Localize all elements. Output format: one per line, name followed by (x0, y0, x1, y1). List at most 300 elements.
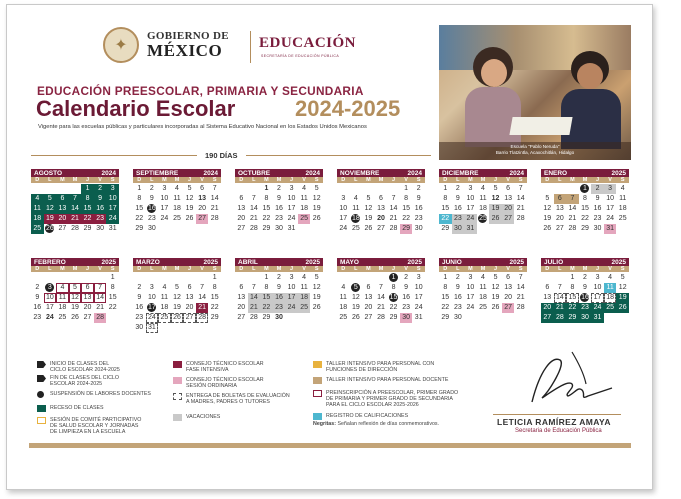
header-divider (250, 31, 251, 63)
day-cell: 15 (581, 205, 589, 212)
month-noviembre (337, 169, 425, 234)
day-cell: 11 (31, 204, 44, 214)
day-cell: 8 (583, 195, 587, 202)
day-cell: 14 (69, 204, 82, 214)
day-cell: 23 (33, 314, 42, 321)
empty-day (375, 184, 388, 194)
day-cell: 8 (212, 284, 217, 291)
day-cell: 22 (81, 214, 94, 224)
weekday-initial: V (98, 266, 102, 272)
day-cell: 6 (554, 194, 567, 204)
month-name: OCTUBRE (238, 169, 271, 177)
weekday-initial: S (314, 177, 319, 183)
empty-day (554, 184, 567, 194)
day-cell: 18 (160, 304, 169, 311)
day-cell: 21 (389, 215, 398, 222)
month-year: 2025 (203, 258, 218, 266)
day-cell: 25 (173, 215, 181, 222)
day-cell: 5 (44, 194, 57, 204)
days-grid (31, 273, 119, 323)
day-cell: 2 (591, 184, 604, 194)
day-cell: 5 (493, 185, 498, 192)
weekday-initial: J (596, 266, 600, 272)
day-cell: 5 (493, 274, 498, 281)
day-cell: 10 (593, 284, 602, 291)
month-febrero (31, 258, 119, 323)
weekday-initial: J (86, 177, 90, 183)
gobierno-line2: MÉXICO (147, 41, 223, 60)
weekday-initial: S (518, 266, 523, 272)
month-name: FEBRERO (34, 258, 66, 266)
legend-item (173, 361, 264, 373)
empty-day (146, 273, 159, 283)
day-cell: 27 (541, 313, 554, 323)
day-cell: 9 (277, 195, 281, 202)
day-cell: 26 (71, 314, 79, 321)
day-cell: 3 (106, 184, 119, 194)
negritas-note (313, 421, 439, 427)
day-cell: 20 (504, 294, 513, 301)
day-cell: 3 (289, 274, 294, 281)
day-cell: 9 (277, 284, 281, 291)
day-cell: 23 (452, 214, 465, 224)
day-cell: 15 (389, 294, 398, 301)
day-cell: 4 (481, 185, 485, 192)
day-cell: 7 (200, 284, 205, 291)
day-cell: 17 (414, 294, 423, 301)
day-cell: 25 (351, 225, 360, 232)
empty-day (69, 273, 82, 283)
weekday-initial: M (276, 177, 282, 183)
empty-day (375, 273, 388, 283)
educacion-logo-subtext: SECRETARÍA DE EDUCACIÓN PÚBLICA (261, 54, 340, 58)
day-cell: 30 (147, 225, 156, 232)
day-cell: 23 (135, 314, 144, 321)
day-cell: 16 (94, 204, 107, 214)
day-cell: 18 (300, 205, 309, 212)
legend-label: REGISTRO DE CALIFICACIONES (326, 413, 409, 419)
weekday-initial: D (35, 177, 40, 183)
day-cell: 28 (377, 314, 385, 321)
day-cell: 7 (379, 284, 383, 291)
weekday-initial: J (188, 266, 192, 272)
day-cell: 3 (595, 274, 600, 281)
weekday-initial: M (264, 266, 269, 272)
legend-label: TALLER INTENSIVO PARA PERSONAL CON FUNCIONES DE DIRECCIÓN (326, 361, 435, 374)
empty-day (566, 184, 579, 194)
weekday-initial: J (392, 177, 396, 183)
day-cell: 16 (581, 294, 589, 301)
day-cell: 23 (94, 214, 107, 224)
day-cell: 16 (453, 205, 462, 212)
day-cell: 1 (579, 184, 592, 194)
day-cell: 19 (71, 304, 79, 311)
legend-item (173, 414, 220, 421)
days-grid (133, 273, 221, 333)
empty-day (337, 273, 350, 283)
weekday-initial: M (264, 177, 269, 183)
day-cell: 8 (110, 284, 115, 291)
day-cell: 24 (106, 214, 119, 224)
day-cell: 12 (185, 195, 194, 202)
day-cell: 3 (416, 274, 421, 281)
day-cell: 8 (137, 195, 142, 202)
day-cell: 23 (402, 304, 411, 311)
weekday-header (439, 266, 527, 272)
day-cell: 24 (287, 215, 296, 222)
day-cell: 14 (249, 205, 258, 212)
day-cell: 28 (71, 225, 79, 232)
day-cell: 19 (173, 304, 181, 311)
month-year: 2025 (305, 258, 320, 266)
day-cell: 16 (453, 294, 462, 301)
weekday-initial: J (494, 177, 498, 183)
weekday-header (235, 177, 323, 183)
day-cell: 6 (239, 284, 244, 291)
day-cell: 11 (300, 284, 308, 291)
month-name: SEPTIEMBRE (136, 169, 179, 177)
day-cell: 8 (391, 284, 396, 291)
legend-label: SESIÓN DE COMITÉ PARTICIPATIVO DE SALUD ESCOLAR Y JORNADAS DE LIMPIEZA EN LA ESCUELA (50, 417, 142, 436)
weekday-initial: S (110, 177, 115, 183)
day-cell: 29 (83, 225, 92, 232)
empty-day (350, 184, 363, 194)
day-cell: 17 (339, 215, 348, 222)
month-year: 2025 (509, 258, 524, 266)
day-cell: 9 (137, 294, 142, 301)
day-cell: 19 (543, 215, 552, 222)
weekday-initial: M (468, 266, 473, 272)
day-cell: 7 (391, 195, 396, 202)
weekday-initial: V (200, 266, 204, 272)
weekday-initial: S (212, 177, 217, 183)
weekday-header (31, 177, 119, 183)
month-agosto (31, 169, 119, 234)
day-cell: 28 (196, 313, 209, 323)
legend-item (173, 393, 290, 405)
day-cell: 17 (106, 204, 119, 214)
day-cell: 13 (198, 195, 207, 202)
weekday-initial: V (506, 177, 510, 183)
day-cell: 27 (237, 314, 246, 321)
day-cell: 20 (237, 304, 246, 311)
day-cell: 10 (466, 284, 475, 291)
day-cell: 18 (604, 293, 617, 303)
day-cell: 5 (620, 274, 625, 281)
day-cell: 25 (158, 313, 171, 323)
day-cell: 26 (351, 314, 360, 321)
day-cell: 25 (479, 215, 487, 222)
day-cell: 1 (110, 274, 115, 281)
day-cell: 22 (210, 304, 219, 311)
day-cell: 28 (94, 313, 107, 323)
day-cell: 15 (566, 293, 579, 303)
days-grid (541, 184, 629, 234)
day-cell: 28 (516, 304, 525, 311)
day-cell: 20 (502, 204, 515, 214)
legend-swatch-icon (37, 405, 46, 412)
day-cell: 28 (389, 225, 398, 232)
day-cell: 22 (108, 304, 117, 311)
day-cell: 13 (81, 293, 94, 303)
weekday-header (235, 266, 323, 272)
legend-label: CONSEJO TÉCNICO ESCOLAR SESIÓN ORDINARIA (186, 377, 264, 390)
day-cell: 12 (312, 195, 321, 202)
day-cell: 7 (94, 283, 107, 293)
day-cell: 10 (106, 194, 119, 204)
day-cell: 6 (239, 195, 244, 202)
day-cell: 23 (453, 304, 462, 311)
day-cell: 9 (416, 195, 421, 202)
day-cell: 17 (606, 205, 615, 212)
day-cell: 25 (479, 304, 487, 311)
weekday-initial: M (60, 266, 65, 272)
day-cell: 9 (94, 194, 107, 204)
day-cell: 4 (608, 274, 613, 281)
day-cell: 16 (402, 294, 411, 301)
day-cell: 31 (591, 313, 604, 323)
day-cell: 7 (69, 194, 82, 204)
day-cell: 13 (504, 284, 513, 291)
day-cell: 30 (275, 225, 283, 232)
empty-day (387, 184, 400, 194)
weekday-initial: V (302, 266, 306, 272)
month-septiembre (133, 169, 221, 234)
day-cell: 26 (185, 215, 194, 222)
weekday-initial: V (608, 177, 612, 183)
day-cell: 31 (464, 224, 477, 234)
signature-image (512, 350, 622, 412)
legend-swatch-icon (313, 377, 322, 384)
day-cell: 2 (35, 284, 40, 291)
weekday-initial: D (239, 266, 244, 272)
weekday-header (31, 266, 119, 272)
day-cell: 21 (196, 303, 209, 313)
weekday-initial: M (366, 177, 371, 183)
month-marzo (133, 258, 221, 333)
day-cell: 11 (173, 195, 181, 202)
month-name: JUNIO (442, 258, 462, 266)
day-cell: 23 (579, 303, 592, 313)
signer-role: Secretaria de Educación Pública (515, 428, 602, 434)
empty-day (554, 273, 567, 283)
weekday-initial: J (392, 266, 396, 272)
day-cell: 14 (568, 205, 577, 212)
day-cell: 9 (149, 195, 154, 202)
weekday-initial: D (137, 266, 142, 272)
month-junio (439, 258, 527, 323)
day-cell: 15 (260, 293, 273, 303)
day-cell: 10 (287, 195, 296, 202)
weekday-header (133, 177, 221, 183)
day-cell: 30 (593, 225, 602, 232)
day-cell: 12 (491, 284, 500, 291)
month-name: AGOSTO (34, 169, 63, 177)
day-cell: 2 (416, 185, 421, 192)
day-cell: 10 (606, 195, 615, 202)
month-octubre (235, 169, 323, 234)
weekday-initial: M (174, 177, 180, 183)
month-diciembre (439, 169, 527, 234)
weekday-initial: S (620, 177, 625, 183)
days-grid (439, 184, 527, 234)
day-cell: 3 (289, 185, 294, 192)
day-cell: 17 (160, 205, 169, 212)
weekday-initial: D (545, 177, 550, 183)
weekday-initial: D (239, 177, 244, 183)
day-cell: 29 (262, 225, 271, 232)
day-cell: 26 (364, 225, 373, 232)
day-cell: 19 (364, 215, 373, 222)
day-cell: 11 (479, 195, 487, 202)
day-cell: 20 (83, 304, 92, 311)
day-cell: 2 (94, 184, 107, 194)
day-cell: 18 (173, 205, 181, 212)
day-cell: 9 (455, 284, 460, 291)
day-cell: 9 (595, 195, 600, 202)
day-cell: 29 (441, 314, 450, 321)
day-cell: 2 (137, 284, 142, 291)
weekday-initial: L (252, 266, 256, 272)
day-cell: 29 (389, 314, 398, 321)
month-name: MARZO (136, 258, 160, 266)
weekday-initial: L (354, 266, 358, 272)
empty-day (541, 184, 554, 194)
vigencia-text: Vigente para las escuelas públicas y particulares incorporadas al Sistema Educativo Nacional en los Estados Unidos Mexicanos (38, 124, 367, 130)
day-cell: 29 (441, 225, 450, 232)
day-cell: 12 (312, 284, 321, 291)
day-cell: 12 (351, 294, 360, 301)
day-cell: 2 (455, 185, 460, 192)
day-cell: 6 (81, 283, 94, 293)
day-cell: 13 (364, 294, 373, 301)
weekday-initial: L (456, 177, 460, 183)
month-enero (541, 169, 629, 234)
day-cell: 22 (566, 303, 579, 313)
day-cell: 27 (377, 225, 385, 232)
day-cell: 7 (518, 274, 523, 281)
month-header (541, 258, 629, 266)
day-cell: 4 (620, 185, 625, 192)
legend-label: CONSEJO TÉCNICO ESCOLAR FASE INTENSIVA (186, 361, 264, 374)
day-cell: 9 (404, 284, 409, 291)
legend-label: RECESO DE CLASES (50, 405, 104, 411)
day-cell: 18 (479, 205, 487, 212)
weekday-initial: J (596, 177, 600, 183)
month-header (235, 169, 323, 177)
day-cell: 4 (31, 194, 44, 204)
empty-day (362, 184, 375, 194)
day-cell: 17 (591, 293, 604, 303)
day-cell: 17 (287, 205, 296, 212)
bottom-bar (29, 443, 631, 448)
empty-day (235, 184, 248, 194)
day-cell: 27 (502, 303, 515, 313)
day-cell: 8 (404, 195, 409, 202)
day-cell: 11 (352, 205, 360, 212)
day-cell: 1 (81, 184, 94, 194)
legend-item (37, 417, 141, 436)
weekday-initial: S (314, 266, 319, 272)
day-cell: 24 (466, 304, 475, 311)
month-header (541, 169, 629, 177)
day-cell: 30 (96, 225, 105, 232)
empty-day (94, 273, 107, 283)
day-cell: 1 (570, 274, 575, 281)
day-cell: 30 (579, 313, 592, 323)
day-cell: 31 (604, 224, 617, 234)
day-cell: 16 (593, 205, 602, 212)
day-cell: 18 (31, 214, 44, 224)
day-cell: 17 (466, 294, 475, 301)
month-year: 2024 (305, 169, 320, 177)
day-cell: 13 (56, 204, 69, 214)
day-cell: 11 (479, 284, 487, 291)
school-photo (439, 25, 631, 160)
day-cell: 9 (583, 284, 587, 291)
weekday-initial: D (443, 177, 448, 183)
day-cell: 12 (491, 195, 500, 202)
day-cell: 6 (506, 185, 511, 192)
day-cell: 9 (455, 195, 460, 202)
empty-day (337, 184, 350, 194)
day-cell: 14 (210, 195, 219, 202)
day-cell: 3 (341, 195, 346, 202)
day-cell: 21 (249, 215, 258, 222)
day-cell: 25 (604, 303, 617, 313)
weekday-initial: V (404, 266, 408, 272)
legend-label: VACACIONES (186, 414, 221, 420)
day-cell: 19 (312, 294, 321, 301)
month-header (439, 258, 527, 266)
day-cell: 11 (56, 293, 69, 303)
weekday-initial: J (188, 177, 192, 183)
day-cell: 28 (554, 313, 567, 323)
day-cell: 27 (555, 225, 564, 232)
day-cell: 30 (453, 314, 462, 321)
weekday-header (133, 266, 221, 272)
weekday-initial: M (570, 177, 575, 183)
days-grid (235, 184, 323, 234)
day-cell: 12 (618, 284, 627, 291)
empty-day (362, 273, 375, 283)
empty-day (133, 273, 146, 283)
day-cell: 25 (298, 214, 311, 224)
day-cell: 13 (504, 195, 513, 202)
weekday-initial: M (480, 266, 486, 272)
month-name: MAYO (340, 258, 359, 266)
day-cell: 20 (364, 304, 373, 311)
day-cell: 21 (248, 303, 261, 313)
day-cell: 19 (616, 293, 629, 303)
day-cell: 15 (441, 205, 450, 212)
day-cell: 7 (566, 194, 579, 204)
day-cell: 13 (377, 205, 385, 212)
day-cell: 18 (479, 294, 487, 301)
empty-day (31, 184, 44, 194)
legend-swatch-icon (173, 361, 182, 368)
day-cell: 25 (298, 303, 311, 313)
day-cell: 5 (314, 274, 319, 281)
day-cell: 30 (400, 313, 413, 323)
weekday-initial: S (518, 177, 523, 183)
empty-day (541, 273, 554, 283)
empty-day (44, 273, 57, 283)
day-cell: 1 (212, 274, 217, 281)
day-cell: 4 (302, 185, 307, 192)
empty-day (81, 273, 94, 283)
day-cell: 30 (275, 314, 283, 321)
